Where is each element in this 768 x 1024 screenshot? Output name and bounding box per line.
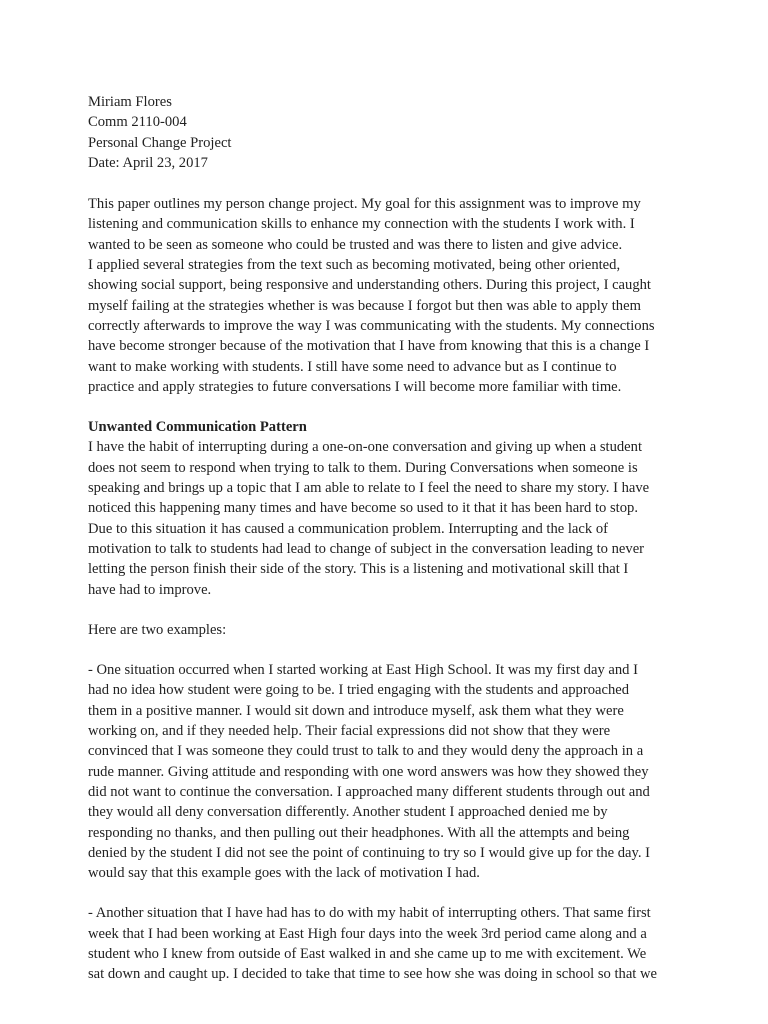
pattern-paragraph [88,437,708,599]
text-line: correctly afterwards to improve the way I was communicating with the students. My connections [88,317,655,334]
text-line: motivation to talk to students had lead to change of subject in the conversation leading to never [88,540,645,557]
document-date: Date: April 23, 2017 [88,154,208,171]
text-line: - One situation occurred when I started working at East High School. It was my first day and I [88,662,638,679]
text-line: had no idea how student were going to be. I tried engaging with the students and approached [88,682,630,699]
text-line: want to make working with students. I still have some need to advance but as I continue to [88,358,617,375]
text-line: does not seem to respond when trying to talk to them. During Conversations when someone is [88,459,638,476]
text-line: them in a positive manner. I would sit down and introduce myself, ask them what they were [88,702,624,719]
section-heading: Unwanted Communication Pattern [88,419,307,436]
text-line: student who I knew from outside of East walked in and she came up to me with excitement. We [88,945,647,962]
author-name: Miriam Flores [88,94,172,110]
text-line: have had to improve. [88,581,212,598]
text-line: would say that this example goes with the lack of motivation I had. [88,865,480,882]
text-line: This paper outlines my person change project. My goal for this assignment was to improve my [88,196,641,213]
text-line: working on, and if they needed help. Their facial expressions did not show that they were [88,723,611,740]
text-line: have become stronger because of the motivation that I have from knowing that this is a change I [88,338,650,355]
text-line: letting the person finish their side of the story. This is a listening and motivational skill that I [88,561,629,578]
text-line: wanted to be seen as someone who could be trusted and was there to listen and give advice. [88,236,623,253]
text-line: - Another situation that I have had has to do with my habit of interrupting others. That same first [88,905,651,922]
course-number: Comm 2110-004 [88,114,187,131]
text-line: sat down and caught up. I decided to take that time to see how she was doing in school so that we [88,966,658,983]
text-line: I applied several strategies from the text such as becoming motivated, being other oriented, [88,257,621,274]
example-one-paragraph [88,660,708,883]
example-two-paragraph [88,903,708,984]
intro-paragraph [88,194,708,397]
text-line: speaking and brings up a topic that I am able to relate to I feel the need to share my story. I have [88,480,650,497]
text-line: week that I had been working at East High four days into the week 3rd period came along and a [88,925,647,942]
text-line: practice and apply strategies to future conversations I will become more familiar with time. [88,378,622,395]
text-line: convinced that I was someone they could trust to talk to and they would deny the approach in a [88,743,644,760]
text-line: myself failing at the strategies whether is was because I forgot but then was able to apply them [88,297,641,314]
text-line: I have the habit of interrupting during a one-on-one conversation and giving up when a student [88,439,643,456]
text-line: rude manner. Giving attitude and responding with one word answers was how they showed they [88,763,649,780]
text-line: they would all deny conversation differently. Another student I approached denied me by [88,804,608,821]
project-title: Personal Change Project [88,134,232,151]
text-line: denied by the student I did not see the point of continuing to try so I would give up for the day. I [88,844,651,861]
examples-intro: Here are two examples: [88,621,227,638]
text-line: did not want to continue the conversation. I approached many different students through out and [88,783,650,800]
text-line: showing social support, being responsive and understanding others. During this project, I caught [88,277,651,294]
text-line: responding no thanks, and then pulling out their headphones. With all the attempts and being [88,824,630,841]
document-header [88,92,708,173]
text-line: noticed this happening many times and have become so used to it that it has been hard to stop. [88,500,638,517]
text-line: listening and communication skills to enhance my connection with the students I work with. I [88,216,635,233]
text-line: Due to this situation it has caused a communication problem. Interrupting and the lack of [88,520,608,537]
